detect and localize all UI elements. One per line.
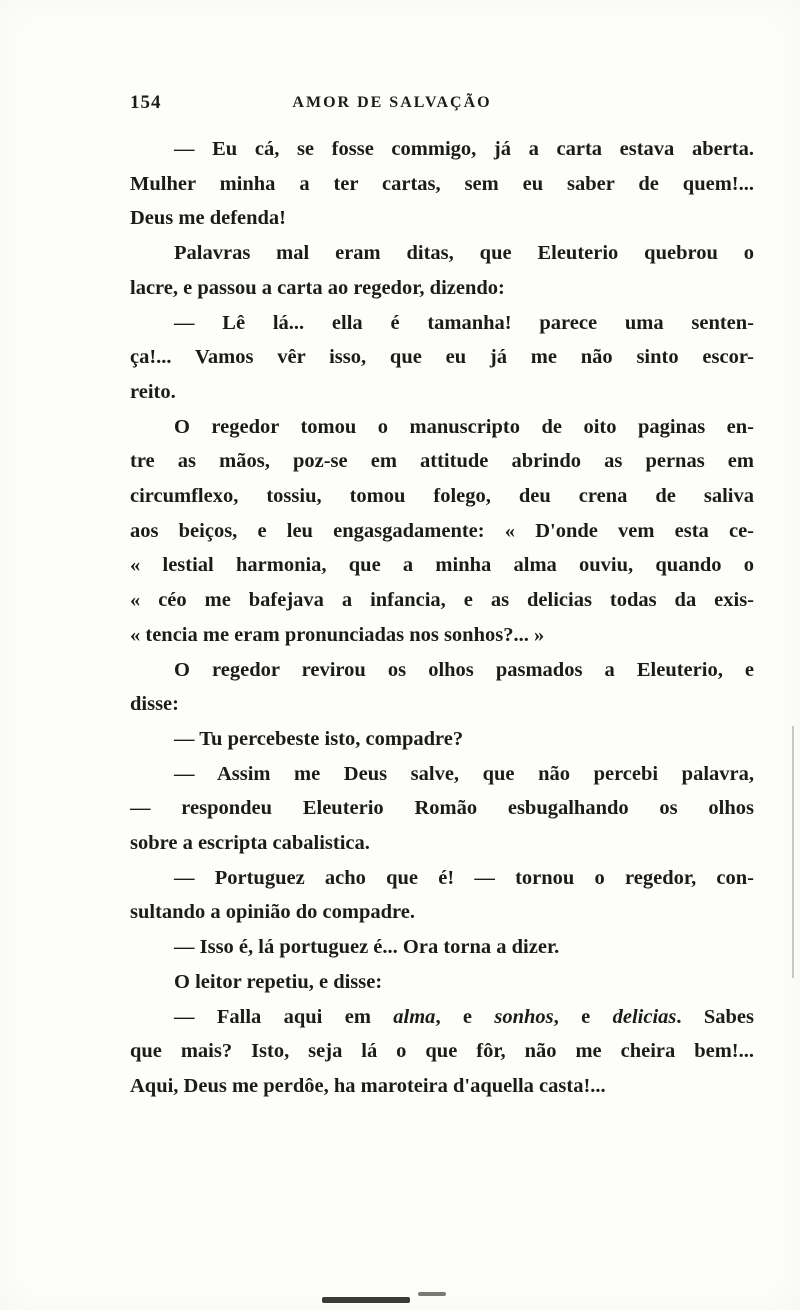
text-segment: — Falla aqui em	[174, 1005, 394, 1028]
text-line	[130, 583, 754, 618]
text-line	[130, 514, 754, 549]
text-segment: Mulher minha a ter cartas, sem eu saber de quem!...	[130, 172, 754, 195]
text-segment: aos beiços, e leu engasgadamente: « D'onde vem esta ce-	[130, 519, 754, 542]
italic-text-segment: sonhos	[494, 1005, 554, 1028]
text-line	[130, 791, 754, 826]
text-segment: reito.	[130, 380, 176, 403]
header-title: AMOR DE SALVAÇÃO	[292, 94, 492, 111]
text-segment: tre as mãos, poz-se em attitude abrindo as pernas em	[130, 450, 754, 473]
text-line	[130, 132, 754, 167]
italic-text-segment: alma	[393, 1005, 436, 1028]
text-segment: circumflexo, tossiu, tomou folego, deu crena de saliva	[130, 485, 754, 508]
italic-text-segment: delicias	[612, 1005, 677, 1028]
text-line	[130, 722, 754, 757]
text-line	[130, 410, 754, 445]
text-segment: ça!... Vamos vêr isso, que eu já me não sinto escor-	[130, 346, 754, 369]
text-segment: — Eu cá, se fosse commigo, já a carta estava aberta.	[174, 138, 754, 160]
text-segment: Deus me defenda!	[130, 207, 287, 230]
text-line	[130, 479, 754, 514]
text-line	[130, 618, 754, 653]
text-segment: — Assim me Deus salve, que não percebi palavra,	[174, 762, 754, 785]
text-segment: « lestial harmonia, que a minha alma ouviu, quando o	[130, 554, 754, 577]
scan-artifact-bottom-mark	[322, 1297, 410, 1303]
text-line	[130, 965, 754, 1000]
text-line	[130, 1000, 754, 1035]
page-header	[130, 92, 754, 118]
text-line	[130, 757, 754, 792]
text-segment: « céo me bafejava a infancia, e as delicias todas da exis-	[130, 589, 754, 612]
text-segment: — Lê lá... ella é tamanha! parece uma senten-	[174, 311, 754, 334]
text-line	[130, 895, 754, 930]
text-segment: , e	[553, 1005, 613, 1028]
text-line	[130, 653, 754, 688]
text-segment: — Isso é, lá portuguez é... Ora torna a dizer.	[174, 936, 560, 959]
text-line	[130, 861, 754, 896]
text-segment: O regedor revirou os olhos pasmados a Eleuterio, e	[174, 658, 754, 681]
scan-artifact-bottom-mark	[418, 1292, 446, 1296]
text-segment: sultando a opinião do compadre.	[130, 901, 415, 924]
text-line	[130, 826, 754, 861]
text-line	[130, 1069, 754, 1104]
text-segment: que mais? Isto, seja lá o que fôr, não me cheira bem!...	[130, 1040, 754, 1063]
text-line	[130, 1034, 754, 1069]
text-line	[130, 306, 754, 341]
text-line	[130, 375, 754, 410]
page-body	[130, 132, 754, 1104]
text-segment: sobre a escripta cabalistica.	[130, 832, 370, 855]
text-segment: , e	[435, 1005, 495, 1028]
scan-artifact-edge-line	[792, 726, 794, 978]
text-segment: O regedor tomou o manuscripto de oito paginas en-	[174, 415, 754, 438]
text-line	[130, 548, 754, 583]
page-content	[130, 92, 754, 1104]
text-segment: — respondeu Eleuterio Romão esbugalhando os olhos	[130, 797, 754, 820]
text-segment: « tencia me eram pronunciadas nos sonhos?... »	[130, 623, 545, 646]
text-line	[130, 930, 754, 965]
text-segment: Palavras mal eram ditas, que Eleuterio quebrou o	[174, 242, 754, 265]
text-line	[130, 271, 754, 306]
text-segment: — Tu percebeste isto, compadre?	[174, 727, 464, 750]
text-segment: Aqui, Deus me perdôe, ha maroteira d'aquella casta!...	[130, 1074, 606, 1097]
text-segment: disse:	[130, 693, 179, 716]
text-segment: O leitor repetiu, e disse:	[174, 970, 383, 993]
text-segment: lacre, e passou a carta ao regedor, dizendo:	[130, 276, 505, 299]
text-line	[130, 340, 754, 375]
text-segment: . Sabes	[676, 1005, 754, 1028]
page-number: 154	[130, 92, 162, 113]
text-line	[130, 201, 754, 236]
text-line	[130, 444, 754, 479]
text-segment: — Portuguez acho que é! — tornou o regedor, con-	[174, 866, 754, 889]
text-line	[130, 167, 754, 202]
text-line	[130, 236, 754, 271]
text-line	[130, 687, 754, 722]
